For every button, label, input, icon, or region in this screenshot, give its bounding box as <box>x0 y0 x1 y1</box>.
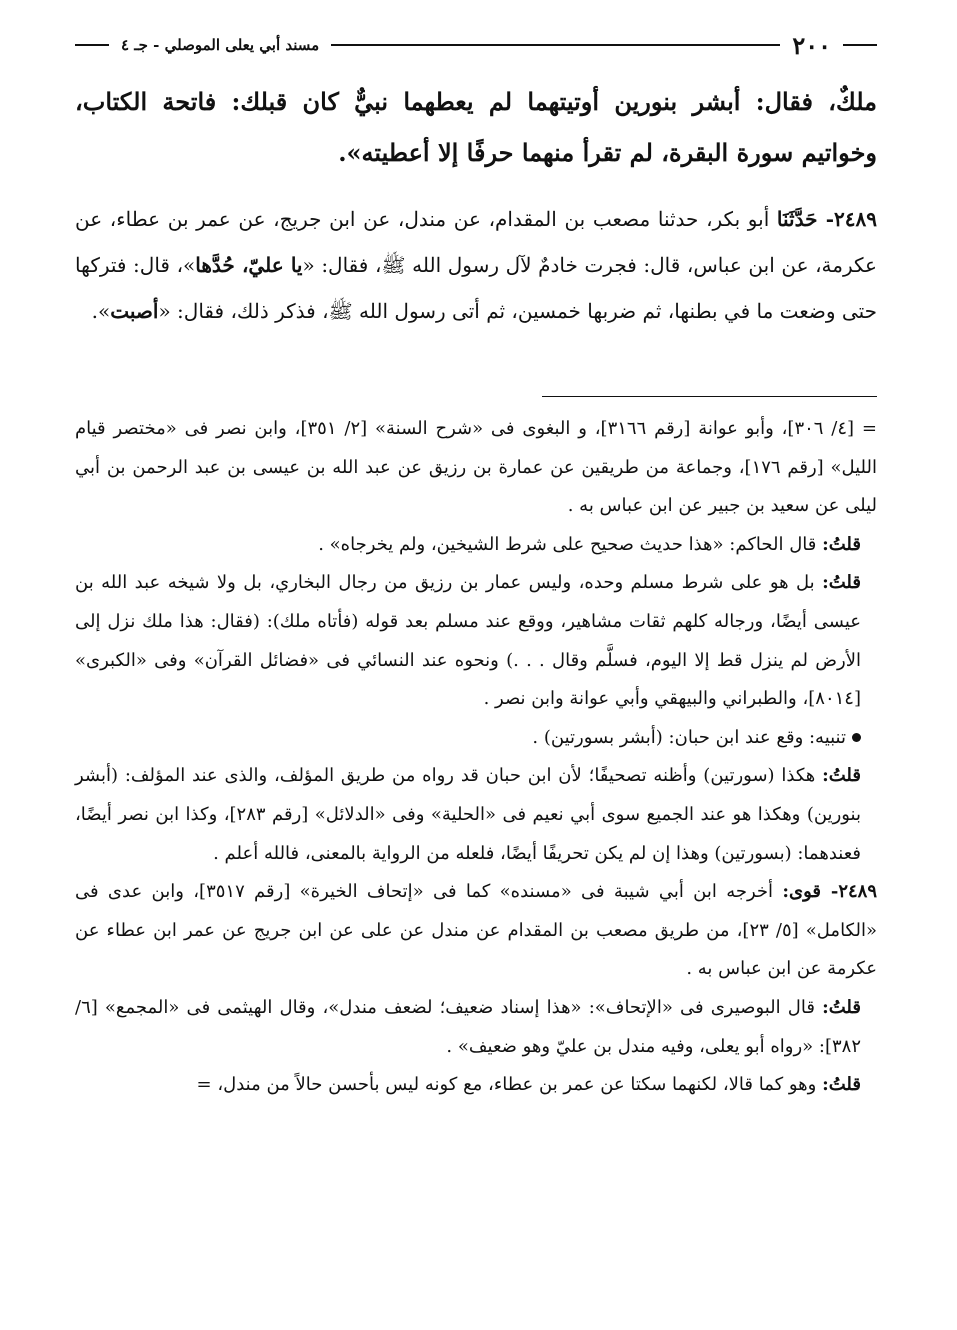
footnote-lead: قلتُ: <box>822 533 861 555</box>
hadith-number: ٢٤٨٩- حَدَّثَنَا <box>776 207 877 231</box>
footnote-text: هكذا (سورتين) وأظنه تصحيفًا؛ لأن ابن حبان قد رواه من طريق المؤلف، والذى عند المؤلف: (أبشر بنورين) وهكذا هو عند الجميع سوى أبي نعيم فى «الحلية» وفى «الدلائل» [رقم ٢٨٣]، وكذا ابن نصر أيضًا، فعندهما: (بسورتين) وهذا إن لم يكن تحريفًا أيضًا، فلعله من الرواية بالمعنى، فالله أعلم . <box>75 765 861 864</box>
footnote-text: قال البوصيرى فى «الإتحاف»: «هذا إسناد ضعيف؛ لضعف مندل»، وقال الهيثمى فى «المجمع» [٦/ ٣٨٢]: «رواه أبو يعلى، وفيه مندل بن عليّ وهو ضعيف» . <box>75 996 861 1057</box>
footnote-3 <box>75 564 877 718</box>
hadith-continuation: ملكٌ، فقال: أبشر بنورين أوتيتهما لم يعطهما نبيٌّ كان قبلك: فاتحة الكتاب، وخواتيم سورة البقرة، لم تقرأ منهما حرفًا إلا أعطيته». <box>75 87 877 167</box>
footnote-5 <box>75 757 877 873</box>
hadith-quote-1: يا عليّ، حُدَّها <box>195 253 303 277</box>
footnote-lead: قلتُ: <box>822 572 861 594</box>
footnote-lead: ٢٤٨٩- قوى: <box>782 881 877 903</box>
page-number: ٢٠٠ <box>792 30 831 60</box>
running-title: مسند أبي يعلى الموصلي - جـ ٤ <box>121 36 320 54</box>
footnote-lead: قلتُ: <box>822 765 861 787</box>
footnote-7 <box>75 989 877 1066</box>
hadith-text-3: ». <box>91 299 111 323</box>
hadith-text-1: أبو بكر، حدثنا مصعب بن المقدام، عن مندل، عن ابن جريج، عن عمر بن عطاء، عن عكرمة، عن ابن عباس، قال: فجرت خادمٌ لآل رسول الله ﷺ، فقال: « <box>75 207 877 277</box>
footnote-1: = [٤/ ٣٠٦]، وأبو عوانة [رقم ٣١٦٦]، و البغوى فى «شرح السنة» [٢/ ٣٥١]، وابن نصر فى «مختصر قيام الليل» [رقم ١٧٦]، وجماعة من طريقين عن عمارة بن رزيق عن عبد الله بن عيسى بن عبد الرحمن بن أبي ليلى عن سعيد بن جبير عن ابن عباس به . <box>75 418 878 517</box>
footnote-2 <box>75 526 877 565</box>
footnote-separator <box>542 396 877 397</box>
footnote-text: وهو كما قالا، لكنهما سكتا عن عمر بن عطاء، مع كونه ليس بأحسن حالاً من مندل، = <box>196 1074 817 1096</box>
footnote-text: بل هو على شرط مسلم وحده، وليس عمار بن رزيق من رجال البخاري، بل ولا شيخه عبد الله بن عيسى أيضًا، ورجاله كلهم ثقات مشاهير، ووقع عند مسلم بعد قوله (فأتاه ملك): (فقال: هذا ملك نزل إلى الأرض لم ينزل قط إلا اليوم، فسلَّم وقال . . .) ونحوه عند النسائي فى «فضائل القرآن» وفى «الكبرى» [٨٠١٤]، والطبراني والبيهقي وأبي عوانة وابن نصر . <box>75 572 861 710</box>
footnote-lead: قلتُ: <box>822 1074 861 1096</box>
footnote-text: قال الحاكم: «هذا حديث صحيح على شرط الشيخين، ولم يخرجاه» . <box>318 533 817 555</box>
footnote-text: تنبيه: وقع عند ابن حبان: (أبشر بسورتين) . <box>532 726 846 748</box>
footnote-4 <box>75 719 877 758</box>
header-rule-left <box>75 44 109 46</box>
footnote-6 <box>75 873 877 989</box>
hadith-text-2: »، قال: فتركها حتى وضعت ما في بطنها، ثم ضربها خمسين، ثم أتى رسول الله ﷺ، فذكر ذلك، فقال: « <box>75 253 877 323</box>
bullet-icon <box>852 733 861 742</box>
header-rule-right <box>843 44 877 46</box>
page-header <box>75 28 877 62</box>
header-rule-middle <box>331 44 780 46</box>
hadith-quote-2: أصبت <box>110 299 159 323</box>
footnote-text: أخرجه ابن أبي شيبة فى «مسنده» كما فى «إتحاف الخيرة» [رقم ٣٥١٧]، وابن عدى فى «الكامل» [٥/ ٢٣]، من طريق مصعب بن المقدام عن مندل عن على عن ابن جريج عن عمر ابن عطاء عن عكرمة عن ابن عباس به . <box>75 881 878 980</box>
footnote-lead: قلتُ: <box>822 996 861 1018</box>
footnotes <box>75 410 877 1105</box>
footnote-8 <box>75 1066 877 1105</box>
hadith-2489 <box>75 196 877 334</box>
